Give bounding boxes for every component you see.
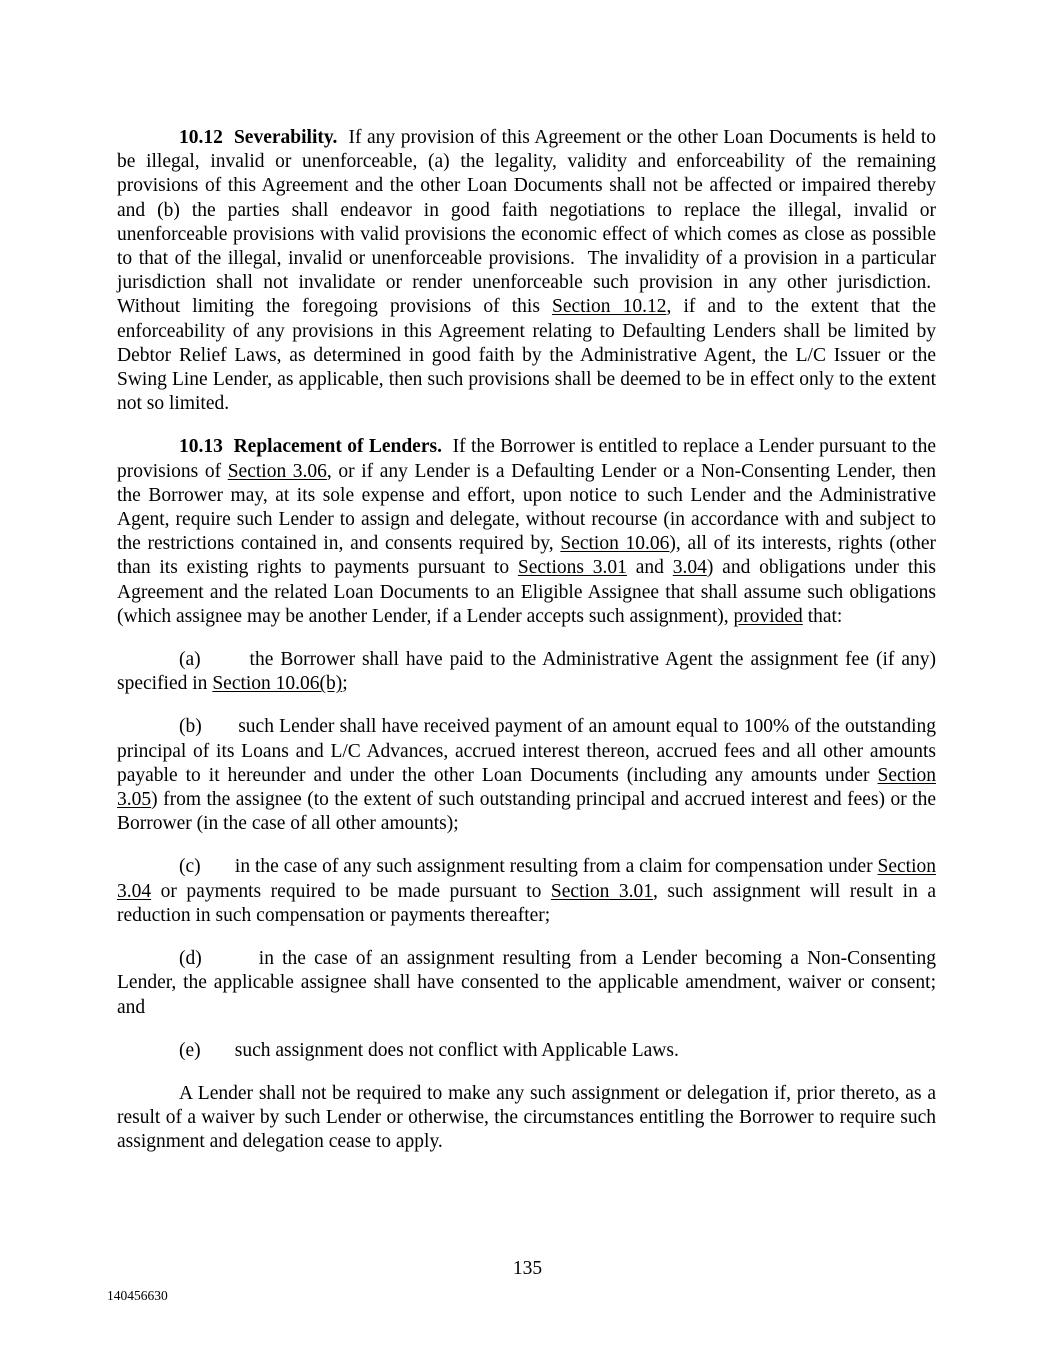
item-c — [117, 855, 936, 928]
text-run: (b) such Lender shall have received payment of an amount equal to 100% of the outstanding principal of its Loans and L/C Advances, accrued interest thereon, accrued fees and all other amounts payable to it hereunder and under the other Loan Documents (including any amounts under — [117, 716, 936, 786]
emphasized-term: provided — [733, 605, 803, 627]
text-run: or payments required to be made pursuant to — [151, 880, 551, 902]
text-run: , or if any Lender is a Defaulting Lender or a Non-Consenting Lender, then the Borrower may, at its sole expense and effort, upon notice to such Lender and the Administrative Agent, require such Lender to assign and delegate, without recourse (in accordance with and subject to the restrictions contained in, and consents required by, — [117, 460, 937, 555]
section-10-13-replacement-of-lenders — [117, 435, 936, 629]
section-heading: 10.13 Replacement of Lenders. — [179, 436, 442, 458]
section-reference: Section 3.01 — [550, 880, 654, 902]
section-reference: Section 10.06(b) — [212, 673, 343, 695]
text-run: , such assignment will result in a reduction in such compensation or payments thereafter; — [117, 880, 936, 926]
item-a — [117, 648, 936, 696]
item-e — [117, 1039, 936, 1063]
section-heading: 10.12 Severability. — [179, 127, 338, 148]
text-run: ), all of its interests, rights (other than its existing rights to payments pursuant to — [117, 533, 936, 579]
text-run: ) from the assignee (to the extent of such outstanding principal and accrued interest and fees) or the Borrower (in the case of all other amounts); — [117, 789, 936, 835]
section-reference: Sections 3.01 — [517, 557, 627, 579]
text-run: If the Borrower is entitled to replace a Lender pursuant to the provisions of — [117, 436, 936, 482]
text-run: , if and to the extent that the enforceability of any provisions in this Agreement relating to Defaulting Lenders shall be limited by Debtor Relief Laws, as determined in good faith by the Administrative Agent, the L/C Issuer or the Swing Line Lender, as applicable, then such provisions shall be deemed to be in effect only to the extent not so limited. — [117, 296, 936, 415]
section-reference: Section 3.05 — [117, 764, 936, 811]
section-reference: Section 10.12 — [552, 296, 667, 318]
section-reference: 3.04 — [672, 557, 707, 579]
text-run: (d) in the case of an assignment resulting from a Lender becoming a Non-Consenting Lender, the applicable assignee shall have consented to the applicable amendment, waiver or consent; and — [117, 948, 936, 1018]
text-run: ) and obligations under this Agreement and the related Loan Documents to an Eligible Assignee that shall assume such obligations (which assignee may be another Lender, if a Lender accepts such assignment), — [117, 557, 937, 627]
text-run: If any provision of this Agreement or the other Loan Documents is held to be illegal, invalid or unenforceable, (a) the legality, validity and enforceability of the remaining provisions of this Agreement and the other Loan Documents shall not be affected or impaired thereby and (b) the parties shall endeavor in good faith negotiations to replace the illegal, invalid or unenforceable provisions with valid provisions the economic effect of which comes as close as possible to that of the illegal, invalid or unenforceable provisions. The invalidity of a provision in a particular jurisdiction shall not invalidate or render unenforceable such provision in any other jurisdiction. Without limiting the foregoing provisions of this — [117, 127, 936, 318]
text-run: that: — [802, 605, 843, 627]
page-number: 135 — [512, 1258, 543, 1279]
closing-paragraph — [117, 1082, 936, 1155]
document-id-footer: 140456630 — [107, 1288, 168, 1303]
section-reference: Section 10.06 — [560, 533, 670, 555]
section-reference: Section 3.06 — [227, 460, 327, 482]
text-run: and — [626, 557, 673, 579]
document-body — [117, 126, 936, 1155]
text-run: ; — [342, 673, 348, 695]
text-run: A Lender shall not be required to make any such assignment or delegation if, prior thereto, as a result of a waiver by such Lender or otherwise, the circumstances entitling the Borrower to require such assignment and delegation cease to apply. — [117, 1082, 936, 1153]
item-d — [117, 947, 936, 1020]
text-run: (a) the Borrower shall have paid to the Administrative Agent the assignment fee (if any) specified in — [117, 649, 936, 695]
text-run: (e) such assignment does not conflict with Applicable Laws. — [179, 1039, 679, 1061]
item-b — [117, 715, 936, 836]
section-reference: Section 3.04 — [117, 856, 936, 902]
section-10-12-severability — [117, 126, 936, 416]
text-run: (c) in the case of any such assignment resulting from a claim for compensation under — [179, 856, 878, 878]
